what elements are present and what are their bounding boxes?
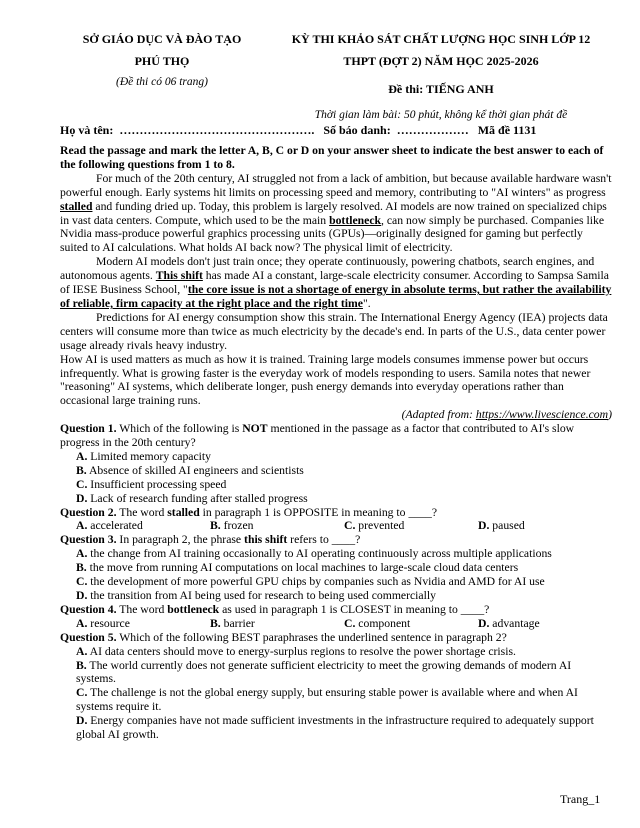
question-keyword: NOT (242, 422, 268, 436)
option-text: AI data centers should move to energy-surplus regions to resolve the power shortage crisis. (87, 644, 516, 658)
option-letter: B. (76, 463, 87, 477)
option-letter: C. (76, 477, 88, 491)
option-letter: A. (76, 519, 88, 533)
option-text: resource (87, 616, 130, 630)
question-keyword: this shift (244, 533, 288, 547)
name-blank: …………………………………………. (119, 123, 315, 137)
highlight-this-shift: This shift (155, 269, 203, 283)
option-text: prevented (355, 519, 405, 533)
option-text: frozen (220, 519, 254, 533)
question-keyword: bottleneck (167, 602, 220, 616)
question-number: Question 4. (60, 602, 117, 616)
p2-text-c: ". (362, 296, 371, 310)
question-text: refers to ____? (287, 533, 361, 547)
question-1-option-c (60, 478, 612, 492)
source-prefix: (Adapted from: (401, 408, 476, 422)
question-5-option-c (60, 686, 612, 714)
question-1-option-b (60, 464, 612, 478)
highlight-stalled: stalled (60, 199, 93, 213)
question-2-option-b (210, 519, 344, 533)
passage-paragraph-1 (60, 172, 612, 255)
option-text: advantage (489, 616, 540, 630)
option-letter: C. (76, 575, 88, 589)
instruction: Read the passage and mark the letter A, B, C or D on your answer sheet to indicate the best answer to each of the following questions from 1 to 8. (60, 144, 604, 171)
name-label: Họ và tên: (60, 123, 114, 137)
source-citation (60, 408, 612, 422)
option-letter: D. (76, 491, 88, 505)
p2-text-b: has made AI a constant, large-scale electricity consumer. According to Sampsa Samila of IESE Business School, " (60, 269, 609, 297)
question-5-option-b (60, 659, 612, 687)
question-3-option-c (60, 575, 612, 589)
source-link[interactable]: https://www.livescience.com (475, 408, 609, 422)
candidate-info-line (60, 122, 612, 138)
id-label: Số báo danh: (323, 123, 391, 137)
option-letter: D. (478, 519, 490, 533)
option-text: Limited memory capacity (87, 449, 212, 463)
time-note: Thời gian làm bài: 50 phút, không kể thời gian phát đề (314, 109, 568, 121)
question-4-option-b (210, 617, 344, 631)
underlined-quote: the core issue is not a shortage of energy in absolute terms, but rather the availability of reliable, firm capacity at the right place and the right time (60, 283, 612, 310)
option-text: paused (489, 519, 525, 533)
question-text: Which of the following BEST paraphrases the underlined sentence in paragraph 2? (116, 630, 507, 644)
question-number: Question 1. (60, 422, 117, 436)
option-text: the change from AI training occasionally to AI operating continuously across multiple applications (87, 547, 552, 561)
question-keyword: stalled (167, 505, 200, 519)
question-text: The word (116, 505, 168, 519)
option-letter: B. (76, 658, 87, 672)
question-number: Question 2. (60, 505, 117, 519)
question-5-option-a (60, 645, 612, 659)
exam-title: KỲ THI KHẢO SÁT CHẤT LƯỢNG HỌC SINH LỚP 12 (291, 32, 591, 46)
option-text: The challenge is not the global energy supply, but ensuring stable power is available where and when AI systems require it. (76, 686, 578, 714)
option-letter: A. (76, 616, 88, 630)
option-text: The world currently does not generate sufficient electricity to meet the growing demands of modern AI systems. (76, 658, 572, 686)
p1-text-c: , can now simply be purchased. Companies like Nvidia mass-produce powerful graphics processing units (GPUs)—originally designed for gaming but perfectly suited to AI calculations. What holds AI back now? The physical limit of electricity. (60, 213, 605, 255)
question-3-option-b (60, 561, 612, 575)
page-count-note: (Đề thi có 06 trang) (116, 76, 208, 88)
passage-paragraph-3: Predictions for AI energy consumption show this strain. The International Energy Agency (IEA) projects data centers will consume more than twice as much electricity by the decade's end. In parts of the U.S., data center power usage already rivals heavy industry. (60, 310, 608, 352)
option-text: the development of more powerful GPU chips by companies such as Nvidia and AMD for AI use (87, 575, 545, 589)
option-letter: D. (76, 589, 88, 602)
question-5-stem (60, 631, 612, 645)
option-text: the transition from AI being used for research to being used commercially (87, 589, 436, 602)
question-4-option-c (344, 617, 478, 631)
question-2-options (60, 519, 612, 533)
question-4-options (60, 617, 612, 631)
exam-code: Mã đề 1131 (477, 123, 537, 137)
option-letter: C. (76, 686, 88, 700)
p1-text-b: and funding dried up. Today, this problem is largely resolved. AI models are now trained on specialized chips in vast data centers. Compute, which used to be the main (60, 199, 607, 227)
page-number: Trang_1 (560, 792, 601, 806)
question-3-option-a (60, 547, 612, 561)
id-blank: ……………… (396, 123, 469, 137)
option-text: accelerated (87, 519, 143, 533)
question-number: Question 3. (60, 533, 117, 547)
question-5-option-d (60, 714, 612, 742)
question-1-stem (60, 422, 612, 450)
question-text: as used in paragraph 1 is CLOSEST in meaning to ____? (219, 602, 490, 616)
p1-text-a: For much of the 20th century, AI struggled not from a lack of ambition, but because available hardware wasn't powerful enough. Early systems hit limits on processing speed and memory, contributing to "AI winters" as progress (60, 171, 612, 199)
question-number: Question 5. (60, 630, 117, 644)
option-text: Absence of skilled AI engineers and scientists (86, 463, 304, 477)
question-3-option-d (60, 589, 612, 603)
question-4-option-d (478, 617, 612, 631)
department-header (56, 28, 268, 91)
exam-subtitle: THPT (ĐỢT 2) NĂM HỌC 2025-2026 (343, 54, 539, 68)
option-letter: C. (344, 519, 356, 533)
question-1-option-d (60, 492, 612, 506)
p2-text-a: Modern AI models don't just train once; they operate continuously, powering chatbots, search engines, and autonomous agents. (60, 255, 595, 283)
option-text: Energy companies have not made sufficient investments in the infrastructure required to adequately support global AI growth. (76, 714, 594, 742)
question-4-option-a (76, 617, 210, 631)
question-text: Which of the following is (116, 422, 243, 436)
question-2-option-c (344, 519, 478, 533)
option-letter: B. (210, 616, 221, 630)
option-text: the move from running AI computations on local machines to large-scale cloud data centers (86, 561, 519, 575)
exam-subject: Đề thi: TIẾNG ANH (388, 82, 494, 96)
passage-paragraph-4: How AI is used matters as much as how it is trained. Training large models consumes immense power but occurs infrequently. What is growing faster is the everyday work of models responding to users. Samila notes that newer "reasoning" AI systems, which deliberate longer, push energy demands into everyday operations rather than occasional large training runs. (60, 352, 591, 408)
option-text: Insufficient processing speed (87, 477, 227, 491)
question-text: The word (116, 602, 168, 616)
option-letter: D. (76, 714, 88, 728)
option-letter: A. (76, 644, 88, 658)
province-name: PHÚ THỌ (134, 54, 190, 68)
question-1-option-a (60, 450, 612, 464)
option-letter: A. (76, 547, 88, 561)
question-2-option-d (478, 519, 612, 533)
source-suffix: ) (608, 408, 612, 422)
question-2-stem (60, 506, 612, 520)
exam-content (60, 144, 612, 742)
option-text: Lack of research funding after stalled progress (87, 491, 308, 505)
option-letter: A. (76, 449, 88, 463)
question-4-stem (60, 603, 612, 617)
question-text: mentioned in the passage as a factor that contributed to AI's slow progress in the 20th century? (60, 422, 575, 450)
question-text: In paragraph 2, the phrase (116, 533, 245, 547)
question-3-stem (60, 533, 612, 547)
question-text: in paragraph 1 is OPPOSITE in meaning to ____? (199, 505, 438, 519)
exam-header (272, 28, 610, 124)
option-letter: D. (478, 616, 490, 630)
option-text: barrier (220, 616, 255, 630)
question-2-option-a (76, 519, 210, 533)
option-letter: B. (210, 519, 221, 533)
department-name: SỞ GIÁO DỤC VÀ ĐÀO TẠO (82, 32, 242, 46)
passage-paragraph-2 (60, 255, 612, 311)
option-text: component (355, 616, 411, 630)
option-letter: B. (76, 561, 87, 575)
option-letter: C. (344, 616, 356, 630)
highlight-bottleneck: bottleneck (329, 213, 382, 227)
